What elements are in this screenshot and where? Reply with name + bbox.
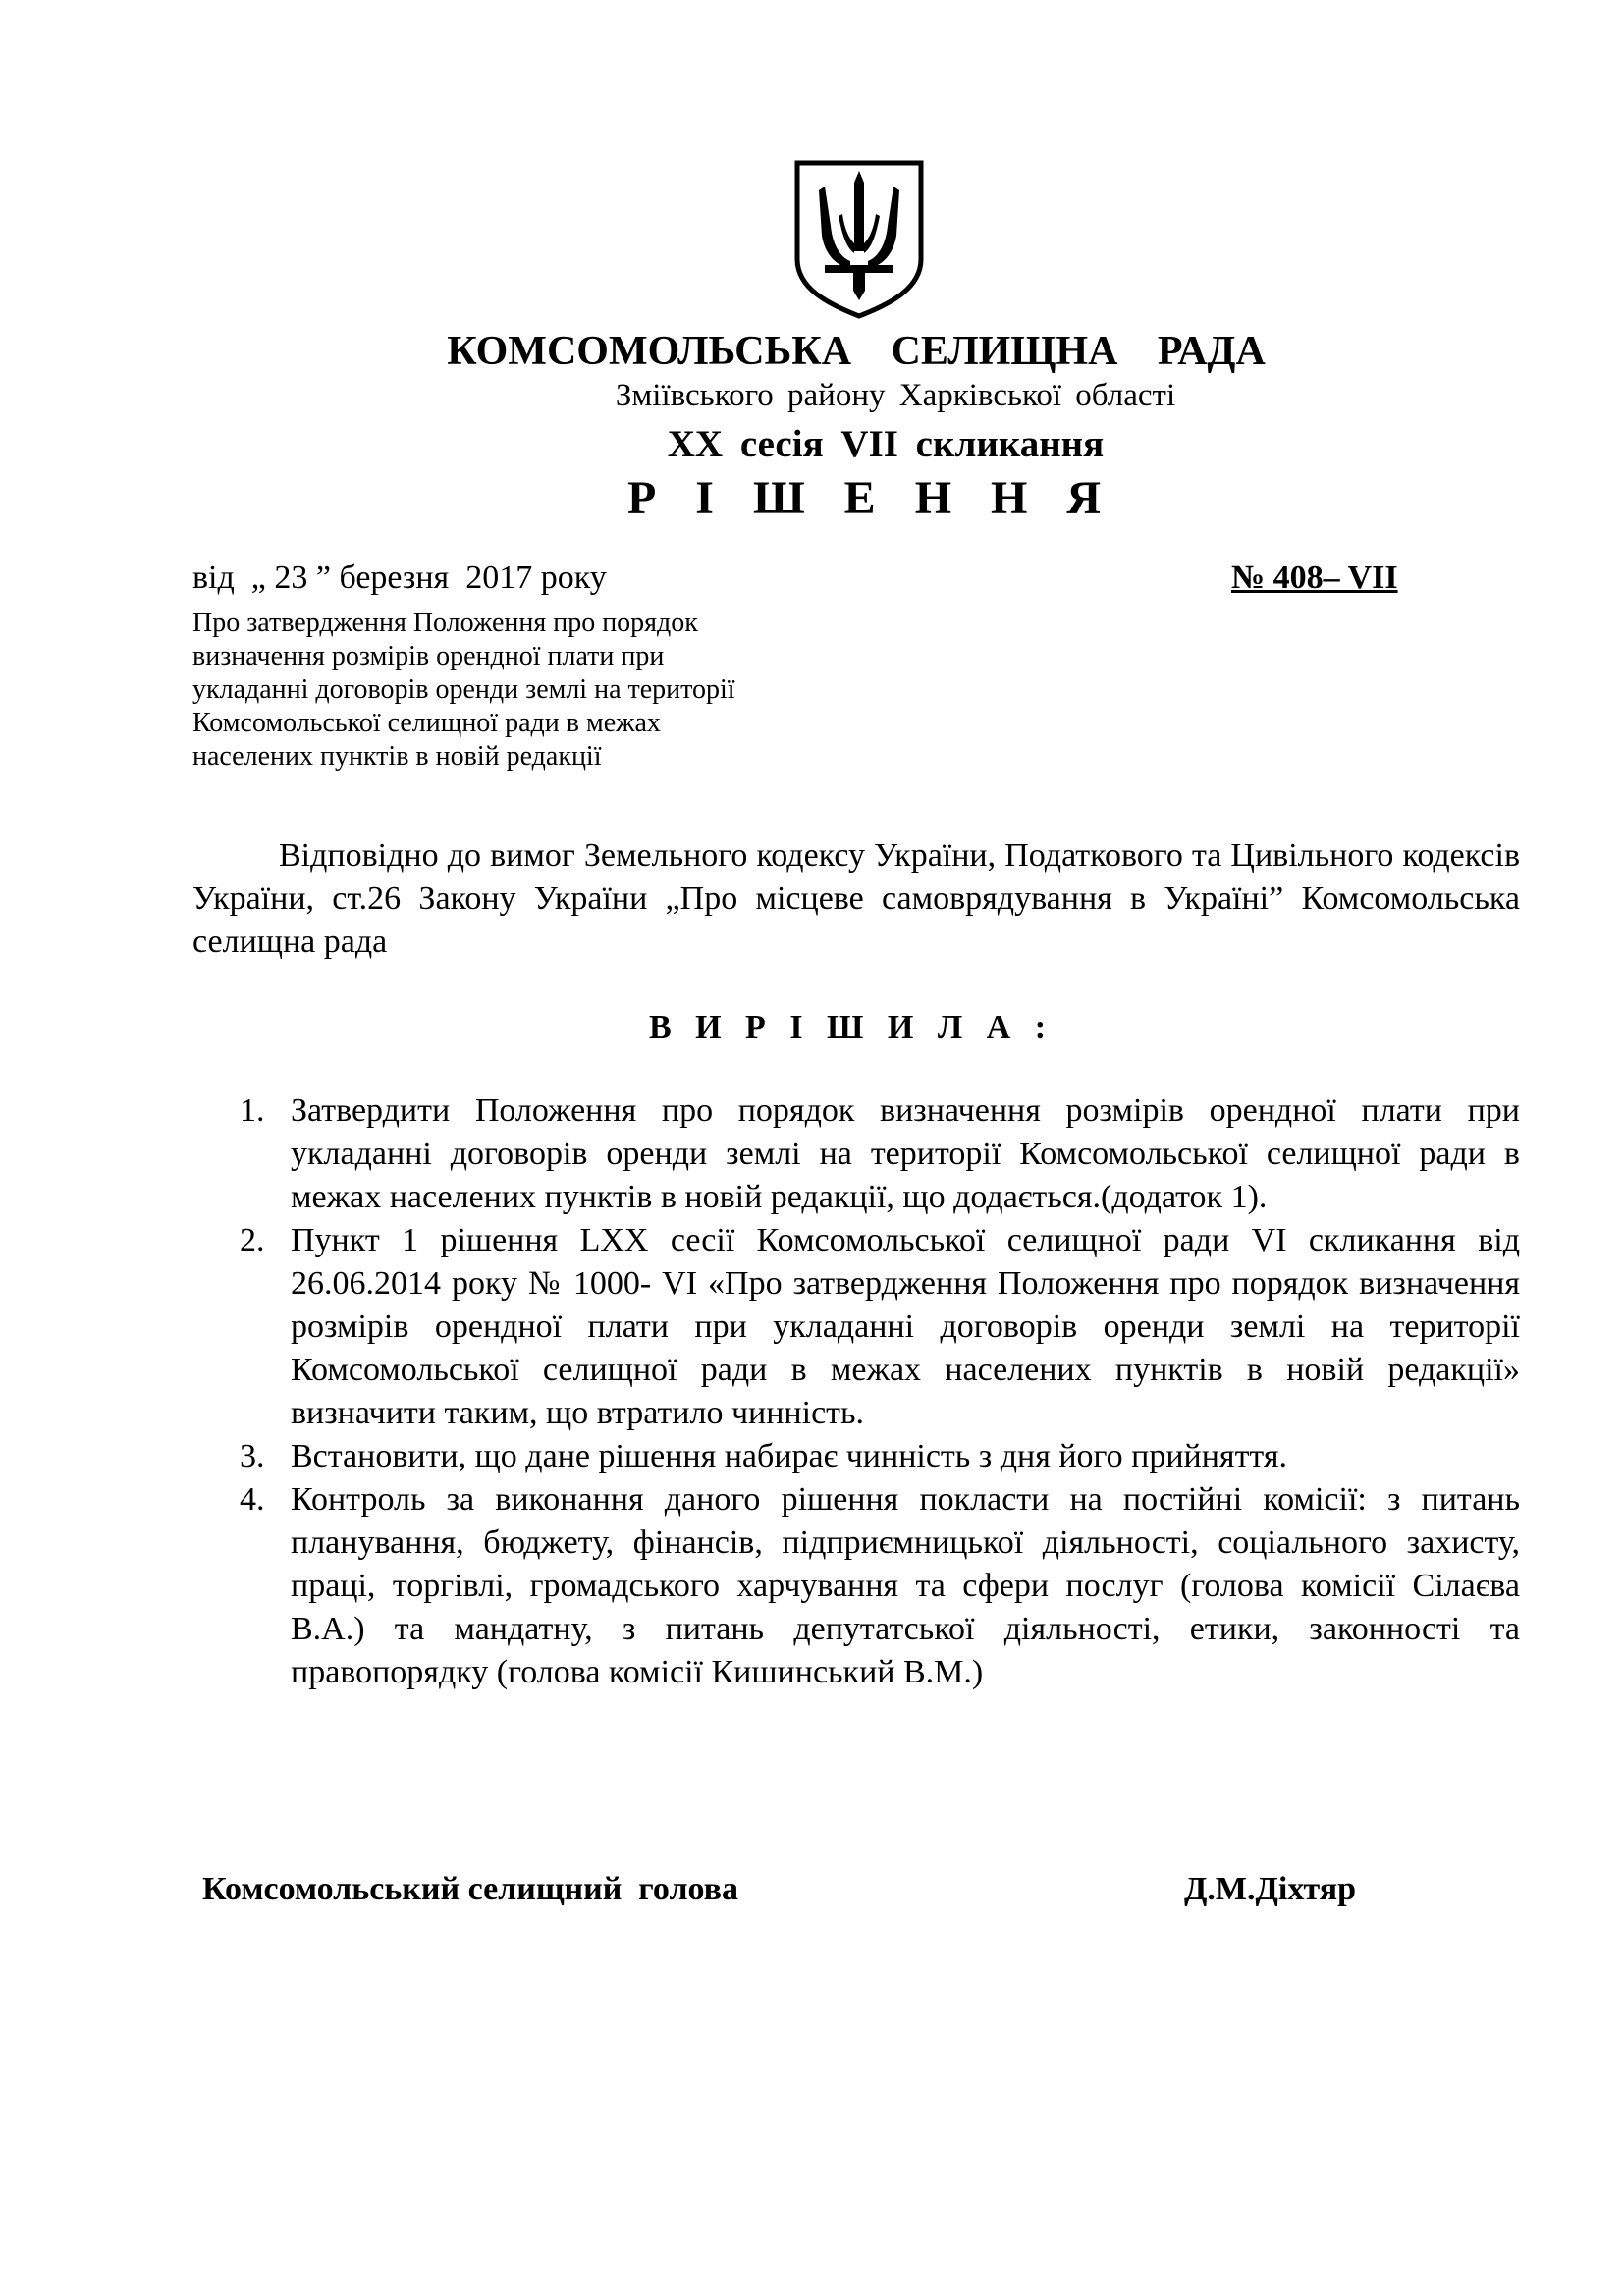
document-number: № 408– VII [1231,560,1398,596]
signatory-title: Комсомольський селищний голова [202,1871,739,1907]
region-subtitle: Зміївського району Харківської області [615,378,1176,413]
trident-coat-of-arms-icon [791,157,927,320]
subject-block [192,607,880,774]
subject-line: укладанні договорів оренди землі на території [192,674,735,705]
item-text: Встановити, що дане рішення набирає чинність з дня його прийняття. [291,1438,1287,1474]
resolved-heading: В И Р І Ш И Л А : [648,1009,1055,1045]
item-text: Пункт 1 рішення LXX сесії Комсомольської селищної ради VІ скликання від 26.06.2014 року № 1000- VІ «Про затвердження Положення про порядок визначення розмірів орендної плати при укладанні договорів оренди землі на території Комсомольської селищної ради в межах населених пунктів в новій редакції» визначити таким, що втратило чинність. [291,1222,1520,1431]
item-text: Контроль за виконання даного рішення покласти на постійні комісії: з питань планування, бюджету, фінансів, підприємницької діяльності, соціального захисту, праці, торгівлі, громадського харчування та сфери послуг (голова комісії Сілаєва В.А.) та мандатну, з питань депутатської діяльності, етики, законності та правопорядку (голова комісії Кишинський В.М.) [291,1481,1520,1690]
item-text: Затвердити Положення про порядок визначення розмірів орендної плати при укладанні договорів оренди землі на території Комсомольської селищної ради в межах населених пунктів в новій редакції, що додається.(додаток 1). [291,1093,1520,1215]
signatory-name: Д.М.Діхтяр [1184,1871,1357,1907]
subject-line: Комсомольської селищної ради в межах [192,708,661,738]
list-item [192,1435,1520,1478]
item-number: 4. [240,1481,265,1518]
document-type-heading: Р І Ш Е Н Н Я [626,472,1115,524]
preamble-paragraph: Відповідно до вимог Земельного кодексу України, Податкового та Цивільного кодексів України, ст.26 Закону України „Про місцеве самоврядування в Україні” Комсомольська селищна рада [192,837,1520,960]
list-item [192,1478,1520,1694]
subject-line: Про затвердження Положення про порядок [192,608,698,638]
item-number: 1. [240,1093,265,1129]
item-number: 3. [240,1438,265,1474]
subject-line: населених пунктів в новій редакції [192,741,602,772]
resolution-items-list [192,1090,1520,1694]
list-item [192,1219,1520,1435]
document-date: від „ 23 ” березня 2017 року [192,560,607,596]
session-title: ХХ сесія VII скликання [667,423,1105,465]
organization-title: КОМСОМОЛЬСЬКА СЕЛИЩНА РАДА [447,329,1266,374]
list-item [192,1090,1520,1219]
subject-line: визначення розмірів орендної плати при [192,641,665,671]
item-number: 2. [240,1222,265,1258]
